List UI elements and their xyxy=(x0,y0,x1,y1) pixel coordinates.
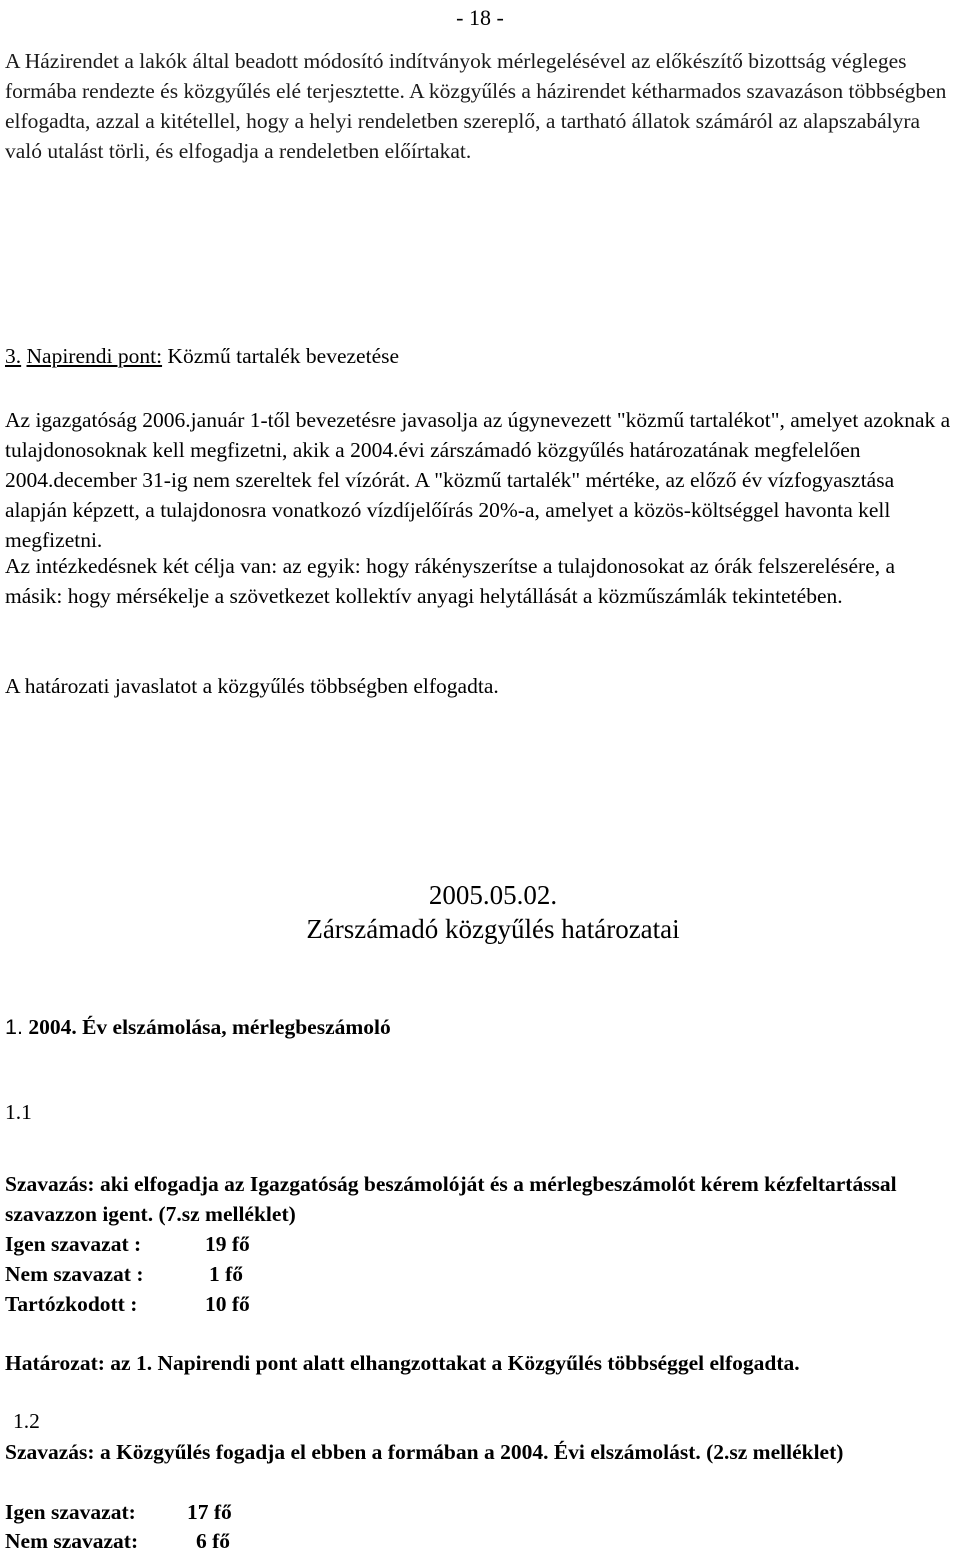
abstain-value: 10 fő xyxy=(205,1292,250,1316)
agenda-3-paragraph-1: Az igazgatóság 2006.január 1-től bevezetésre javasolja az úgynevezett "közmű tartalékot", amelyet azoknak a tulajdonosoknak kell megfizetni, akik a 2004.évi zárszámadó közgyűlés határozatának megfelelően 2004.december 31-ig nem szereltek fel vízórát. A "közmű tartalék" mértéke, az előző év vízfogyasztása alapján képzett, a tulajdonosra vonatkozó vízdíjelőírás 20%-a, amelyet a közös-költséggel havonta kell megfizetni. xyxy=(5,408,951,552)
agenda-3-resolution: A határozati javaslatot a közgyűlés többségben elfogadta. xyxy=(5,674,499,698)
sub-1-2-vote-text: Szavazás: a Közgyűlés fogadja el ebben a formában a 2004. Évi elszámolást. (2.sz melléklet) xyxy=(5,1440,844,1464)
no-value: 6 fő xyxy=(196,1529,231,1553)
yes-label: Igen szavazat: xyxy=(5,1500,136,1524)
sub-1-1-yes-row xyxy=(5,1229,250,1259)
yes-label: Igen szavazat : xyxy=(5,1232,142,1256)
item-1-heading xyxy=(5,1012,952,1042)
no-label: Nem szavazat: xyxy=(5,1529,139,1553)
meeting-date: 2005.05.02. xyxy=(428,880,558,910)
agenda-3-label: Napirendi pont: xyxy=(26,344,163,368)
sub-1-1-decision: Határozat: az 1. Napirendi pont alatt elhangzottakat a Közgyűlés többséggel elfogadta. xyxy=(5,1351,800,1375)
no-value: 1 fő xyxy=(209,1262,244,1286)
yes-value: 17 fő xyxy=(187,1500,232,1524)
sub-1-2-yes-row xyxy=(5,1497,232,1527)
sub-1-1-vote-text: Szavazás: aki elfogadja az Igazgatóság beszámolóját és a mérlegbeszámolót kérem kézfeltartással szavazzon igent. (7.sz melléklet) xyxy=(5,1172,897,1226)
sub-1-1-abstain-row xyxy=(5,1289,250,1319)
agenda-3-heading xyxy=(5,341,952,371)
yes-value: 19 fő xyxy=(205,1232,250,1256)
intro-paragraph: A Házirendet a lakók által beadott módosító indítványok mérlegelésével az előkészítő bizottság végleges formába rendezte és közgyűlés elé terjesztette. A közgyűlés a házirendet kétharmados szavazáson többségben elfogadta, azzal a kitétellel, hogy a helyi rendeletben szereplő, a tartható állatok számáról az alapszabályra való utalást törli, és elfogadja a rendeletben előírtakat. xyxy=(5,49,947,163)
sub-1-1-no-row xyxy=(5,1259,243,1289)
no-label: Nem szavazat : xyxy=(5,1262,144,1286)
sub-1-2-number: 1.2 xyxy=(13,1409,40,1433)
item-1-number: 1. xyxy=(5,1015,23,1039)
abstain-label: Tartózkodott : xyxy=(5,1292,138,1316)
agenda-3-number: 3. xyxy=(5,344,22,368)
item-1-title: 2004. Év elszámolása, mérlegbeszámoló xyxy=(28,1015,391,1039)
sub-1-1-number: 1.1 xyxy=(5,1100,32,1124)
page-number: - 18 - xyxy=(456,5,504,30)
agenda-3-title: Közmű tartalék bevezetése xyxy=(167,344,400,368)
agenda-3-paragraph-2: Az intézkedésnek két célja van: az egyik: hogy rákényszerítse a tulajdonosokat az órák felszerelésére, a másik: hogy mérsékelje a szövetkezet kollektív anyagi helytállását a közműszámlák tekintetében. xyxy=(5,554,896,608)
meeting-title: Zárszámadó közgyűlés határozatai xyxy=(306,914,680,944)
